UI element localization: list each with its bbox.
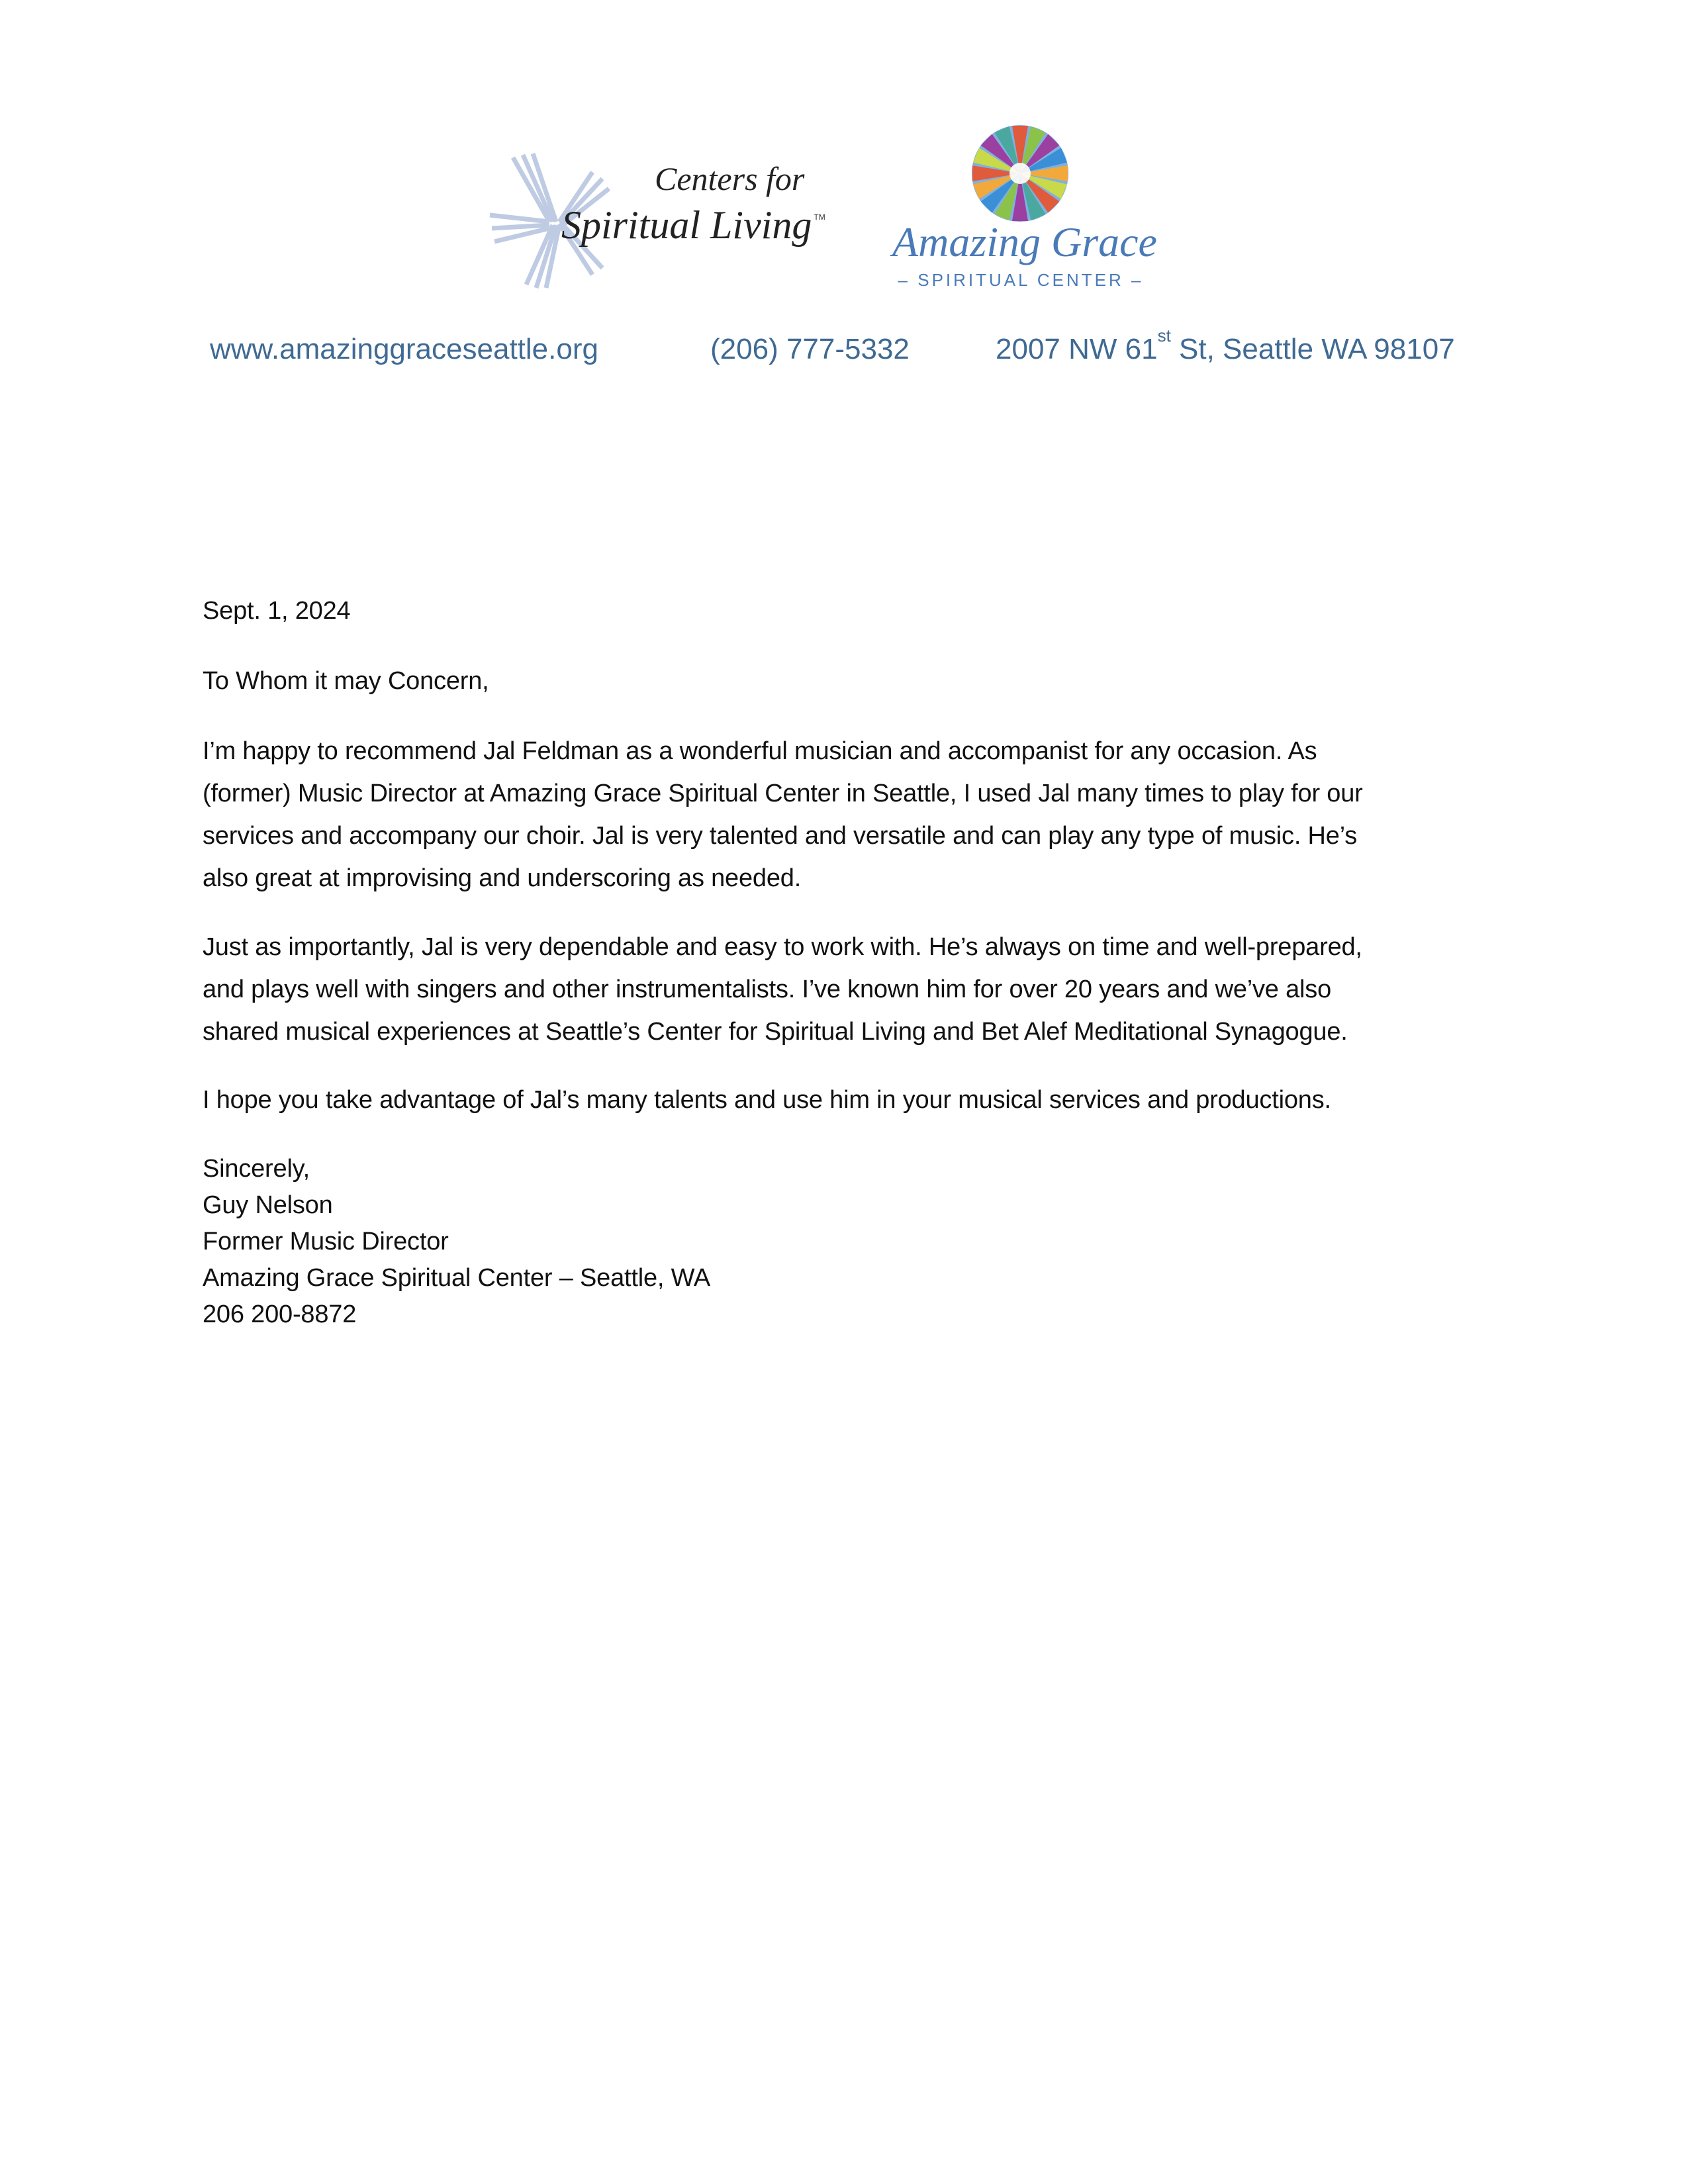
signer-name: Guy Nelson [203, 1191, 333, 1219]
paragraph-3 [203, 1079, 1331, 1121]
address-city: St, Seattle WA 98107 [1170, 333, 1455, 365]
amazing-grace-logo-subtitle [882, 269, 1160, 291]
letter-date: Sept. 1, 2024 [203, 597, 351, 625]
paragraph-2 [203, 926, 1362, 1053]
paragraph-line: and plays well with singers and other instrumentalists. I’ve known him for over 20 years and we’ve also [203, 976, 1332, 1003]
csl-logo-tm: TM [814, 212, 825, 222]
closing-valediction: Sincerely, [203, 1155, 310, 1183]
letter-closing [203, 1151, 710, 1333]
header-website[interactable]: www.amazinggraceseattle.org [210, 333, 598, 365]
address-ordinal: st [1157, 326, 1171, 345]
amazing-grace-logo-name: Amazing Grace [892, 218, 1157, 265]
signer-phone: 206 200-8872 [203, 1300, 357, 1328]
header-phone: (206) 777-5332 [710, 333, 910, 365]
signer-title: Former Music Director [203, 1228, 449, 1255]
paragraph-line: I’m happy to recommend Jal Feldman as a wonderful musician and accompanist for any occasion. As [203, 737, 1317, 765]
signer-organization: Amazing Grace Spiritual Center – Seattle, WA [203, 1264, 711, 1292]
letter-salutation: To Whom it may Concern, [203, 667, 489, 695]
csl-logo-line1: Centers for [655, 160, 805, 197]
amazing-grace-logo [874, 122, 1165, 295]
paragraph-line: also great at improvising and underscoring as needed. [203, 864, 802, 892]
mandala-icon [970, 124, 1070, 223]
paragraph-line: services and accompany our choir. Jal is very talented and versatile and can play any type of music. He’s [203, 822, 1358, 850]
amazing-grace-subtitle-text: SPIRITUAL CENTER [917, 270, 1124, 290]
paragraph-line: Just as importantly, Jal is very dependable and easy to work with. He’s always on time and well-prepared, [203, 933, 1362, 961]
csl-logo [487, 152, 857, 291]
paragraph-line: (former) Music Director at Amazing Grace Spiritual Center in Seattle, I used Jal many times to play for our [203, 780, 1363, 807]
paragraph-1 [203, 730, 1363, 899]
paragraph-line: shared musical experiences at Seattle’s Center for Spiritual Living and Bet Alef Meditational Synagogue. [203, 1018, 1348, 1046]
dash-left: – [898, 270, 918, 290]
header-address [996, 326, 1455, 368]
csl-logo-line2: Spiritual Living [561, 203, 812, 247]
paragraph-line: I hope you take advantage of Jal’s many talents and use him in your musical services and productions. [203, 1086, 1331, 1114]
dash-right: – [1123, 270, 1144, 290]
address-street: 2007 NW 61 [996, 333, 1158, 365]
csl-logo-line2-wrap [561, 203, 825, 248]
